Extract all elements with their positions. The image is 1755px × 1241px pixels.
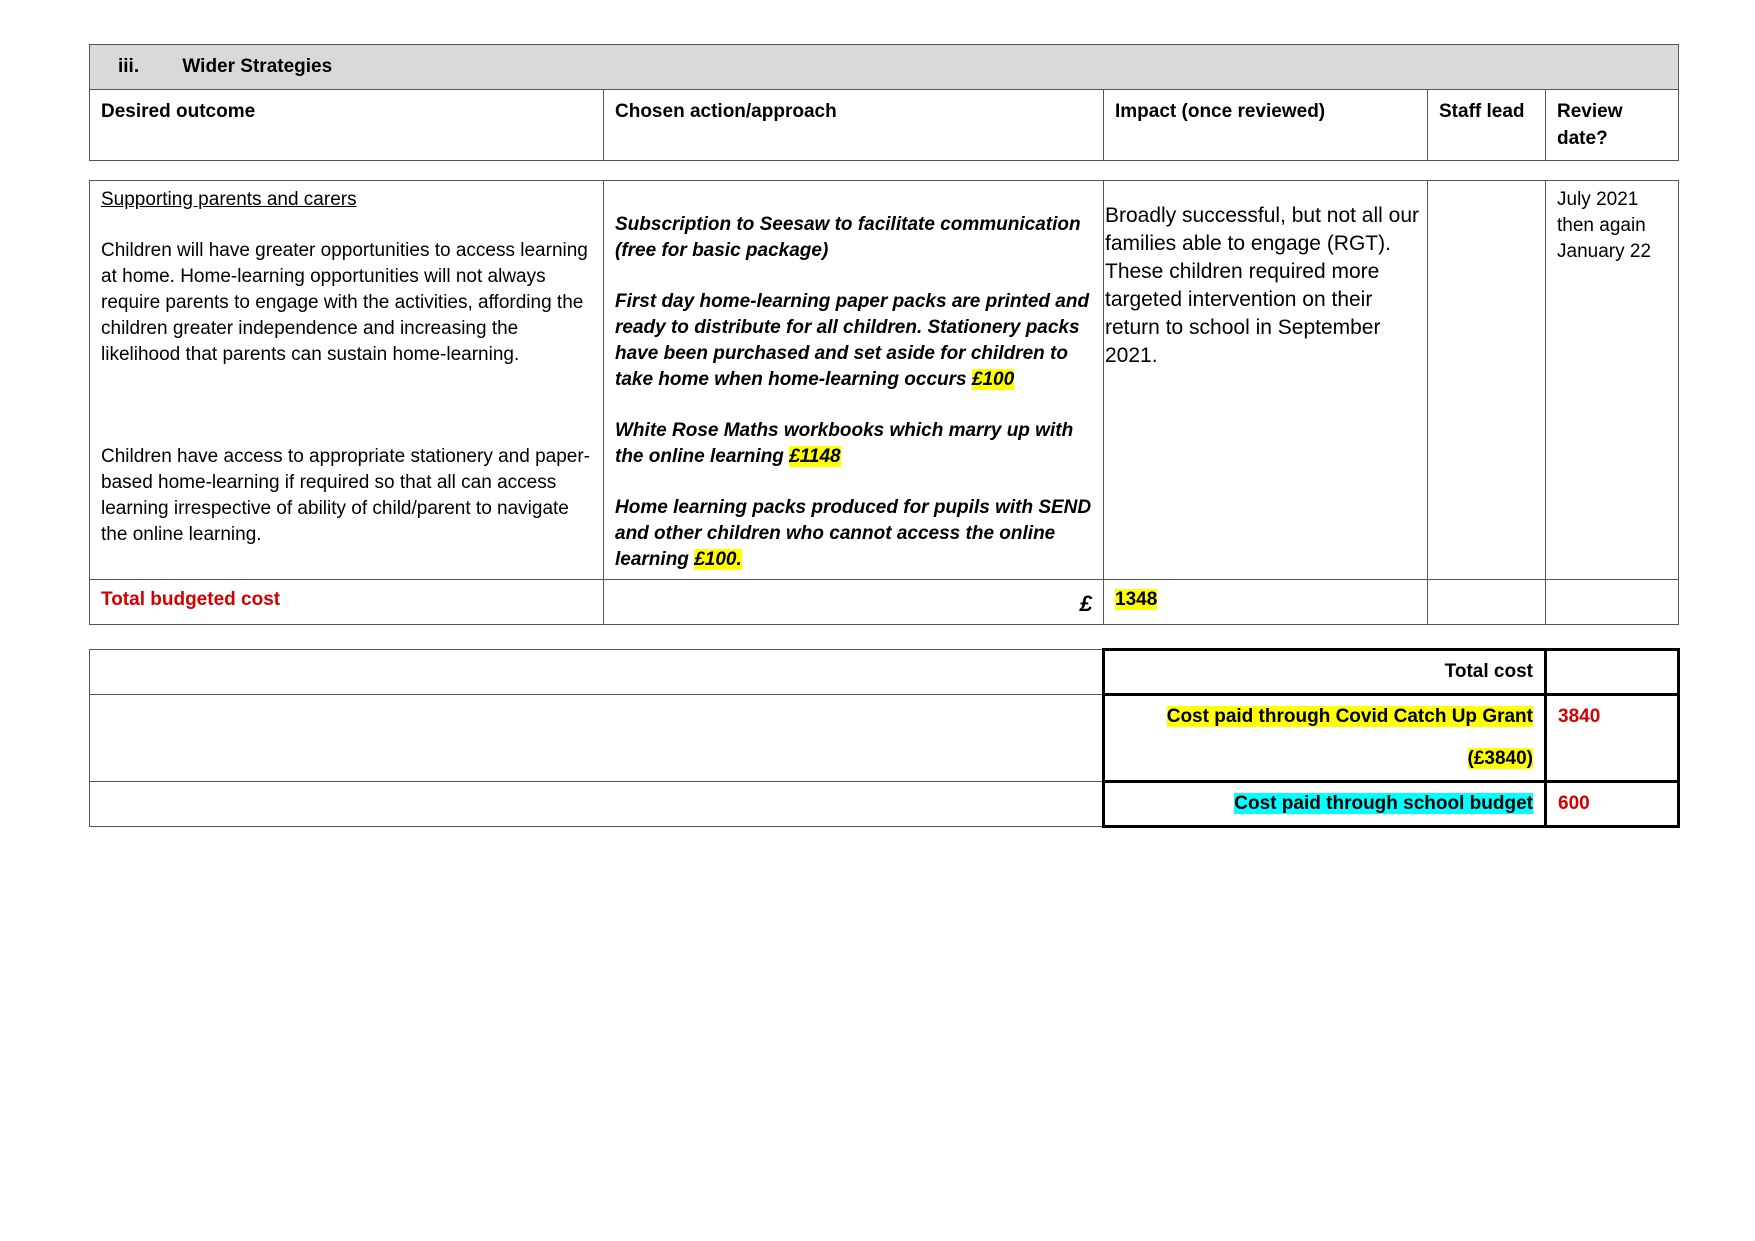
total-currency: £ xyxy=(604,580,1104,625)
action-white-rose-cost: £1148 xyxy=(789,446,841,467)
total-empty-1 xyxy=(1428,580,1546,625)
action-white-rose-text: White Rose Maths workbooks which marry up with the online learning xyxy=(615,420,1074,467)
total-empty-2 xyxy=(1546,580,1679,625)
strategy-row xyxy=(90,181,1679,580)
summary-row-total xyxy=(90,650,1679,695)
strategy-header-table xyxy=(89,44,1679,161)
outcome-paragraph-1: Children will have greater opportunities to access learning at home. Home-learning opportunities will not always require parents to engage with the activities, affording the children greater independence and increasing the likelihood that parents can sustain home-learning. xyxy=(101,240,588,365)
column-header-row xyxy=(90,90,1679,161)
desired-outcome-cell xyxy=(90,181,604,580)
review-date-cell: July 2021 then again January 22 xyxy=(1546,181,1679,580)
header-desired-outcome: Desired outcome xyxy=(90,90,604,161)
school-budget-label: Cost paid through school budget xyxy=(1234,793,1533,814)
section-heading-row xyxy=(90,45,1679,90)
action-paper-packs-text: First day home-learning paper packs are printed and ready to distribute for all children. Stationery packs have been purchased and set aside for children to take home when home-learning occurs xyxy=(615,291,1090,390)
header-review-date: Review date? xyxy=(1546,90,1679,161)
action-send-packs-text: Home learning packs produced for pupils with SEND and other children who cannot access the online learning xyxy=(615,497,1092,570)
header-impact: Impact (once reviewed) xyxy=(1104,90,1428,161)
total-value: 1348 xyxy=(1115,589,1158,610)
summary-empty-1 xyxy=(90,650,1104,695)
action-send-packs-cost: £100. xyxy=(694,549,742,570)
summary-empty-2 xyxy=(90,695,1104,782)
action-paper-packs xyxy=(615,289,1092,393)
section-title: Wider Strategies xyxy=(182,56,333,77)
cost-summary-table xyxy=(89,648,1680,828)
action-send-packs xyxy=(615,495,1092,573)
total-label: Total budgeted cost xyxy=(90,580,604,625)
total-cost-label: Total cost xyxy=(1104,650,1546,695)
covid-grant-label-cell xyxy=(1104,695,1546,782)
summary-row-school xyxy=(90,782,1679,827)
total-value-cell xyxy=(1104,580,1428,625)
action-white-rose xyxy=(615,418,1092,470)
chosen-action-cell xyxy=(604,181,1104,580)
total-row xyxy=(90,580,1679,625)
school-budget-value: 600 xyxy=(1546,782,1679,827)
action-seesaw: Subscription to Seesaw to facilitate communication (free for basic package) xyxy=(615,214,1081,261)
staff-lead-cell xyxy=(1428,181,1546,580)
covid-grant-value: 3840 xyxy=(1546,695,1679,782)
total-cost-value xyxy=(1546,650,1679,695)
header-chosen-action: Chosen action/approach xyxy=(604,90,1104,161)
summary-empty-3 xyxy=(90,782,1104,827)
school-budget-label-cell xyxy=(1104,782,1546,827)
summary-row-covid xyxy=(90,695,1679,782)
impact-cell: Broadly successful, but not all our families able to engage (RGT). These children required more targeted intervention on their return to school in September 2021. xyxy=(1104,181,1428,580)
header-staff-lead: Staff lead xyxy=(1428,90,1546,161)
outcome-heading: Supporting parents and carers xyxy=(101,189,357,210)
section-number: iii. xyxy=(118,56,140,77)
strategy-body-table xyxy=(89,180,1679,625)
action-paper-packs-cost: £100 xyxy=(971,369,1015,390)
covid-grant-label: Cost paid through Covid Catch Up Grant (£3840) xyxy=(1166,706,1533,769)
outcome-paragraph-2: Children have access to appropriate stationery and paper-based home-learning if required so that all can access learning irrespective of ability of child/parent to navigate the online learning. xyxy=(101,446,591,545)
